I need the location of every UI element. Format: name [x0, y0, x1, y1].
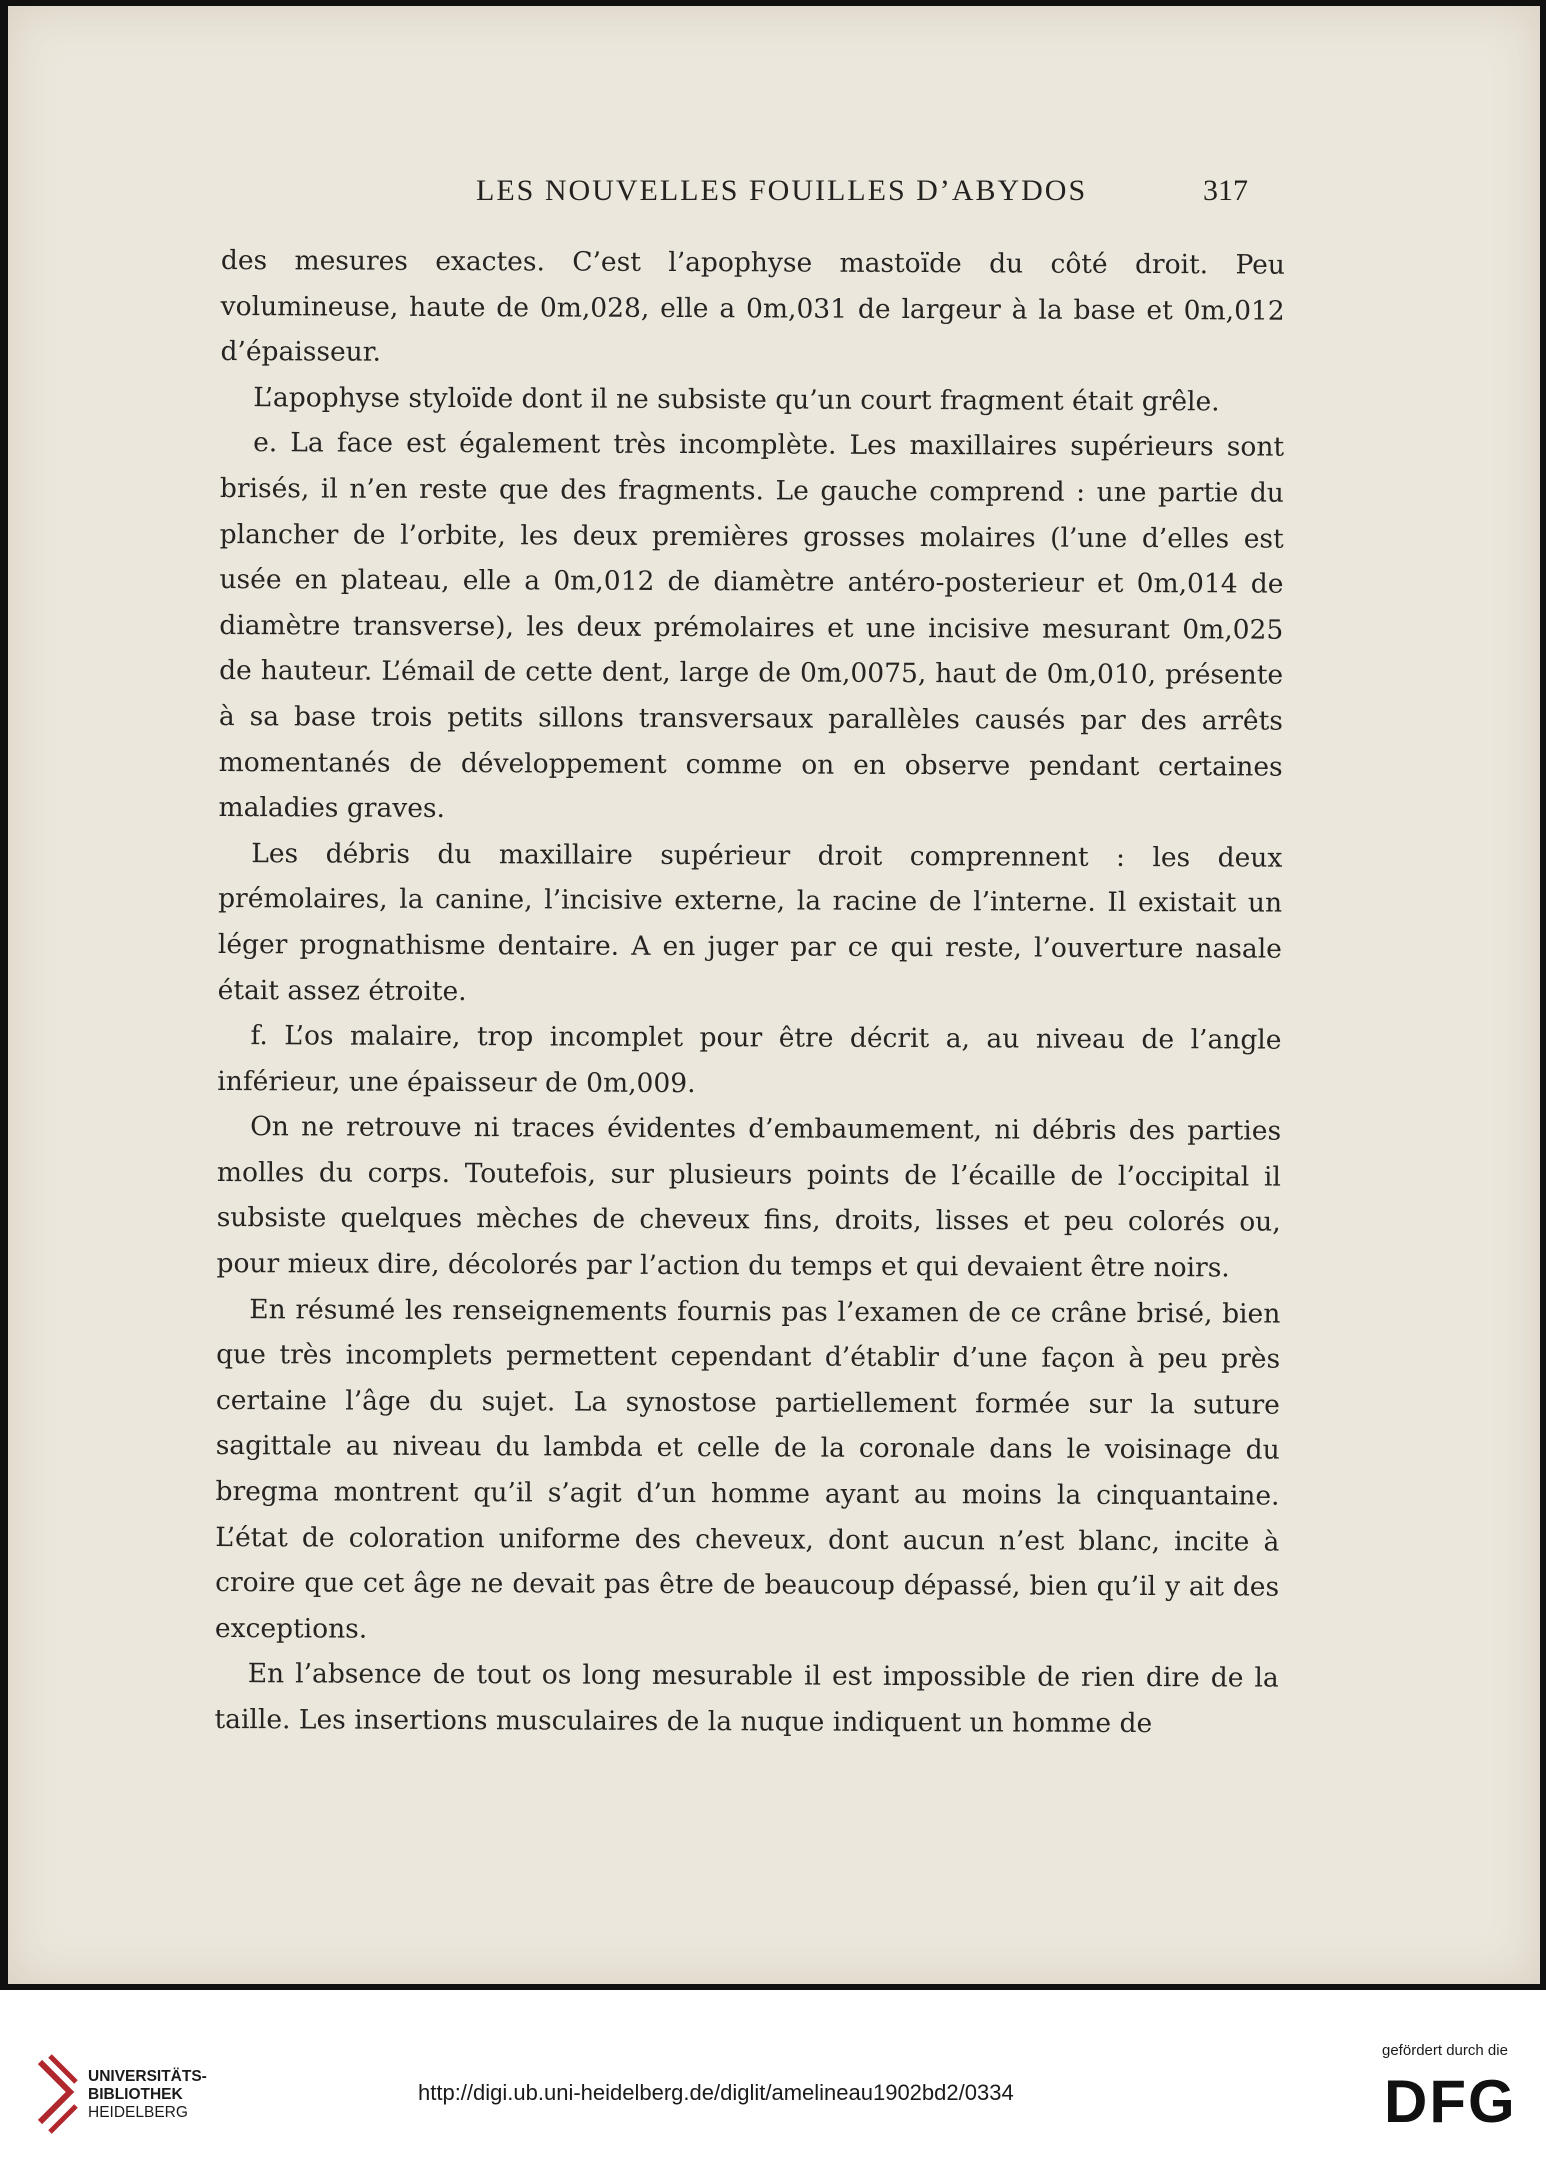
library-name-line-3: HEIDELBERG [88, 2104, 188, 2121]
dfg-logo: DFG [1384, 2068, 1517, 2135]
page-number: 317 [1203, 174, 1248, 207]
paragraph-2: L’apophyse styloïde dont il ne subsiste qu’un court fragment était grêle. [253, 381, 1220, 418]
paragraph-7: En résumé les renseignements fournis pas l’examen de ce crâne brisé, bien que très incomplets permettent cependant d’établir d’une façon à peu près certaine l’âge du sujet. La synostose partiellement formée sur la suture sagittale au niveau du lambda et celle de la coronale dans le voisinage du bregma montrent qu’il s’agit d’un homme ayant au moins la cinquantaine. L’état de coloration uniforme des cheveux, dont aucun n’est blanc, incite à croire que cet âge ne devait pas être de beaucoup dépassé, bien qu’il y ait des exceptions. [214, 1293, 1281, 1645]
page-header [8, 174, 1540, 214]
paragraph-3: e. La face est également très incomplète. Les maxillaires supérieurs sont brisés, il n’en reste que des fragments. Le gauche comprend : une partie du plancher de l’orbite, les deux premières grosses molaires (l’une d’elles est usée en plateau, elle a 0m,012 de diamètre antéro-posterieur et 0m,014 de diamètre transverse), les deux prémolaires et une incisive mesurant 0m,025 de hauteur. L’émail de cette dent, large de 0m,0075, haut de 0m,010, présente à sa base trois petits sillons transversaux parallèles causés par des arrêts momentanés de développement comme on en observe pendant certaines maladies graves. [218, 427, 1285, 825]
library-name-line-2: BIBLIOTHEK [88, 2086, 183, 2103]
paragraph-4: Les débris du maxillaire supérieur droit comprennent : les deux prémolaires, la canine, l’incisive externe, la racine de l’interne. Il existait un léger prognathisme dentaire. A en juger par ce qui reste, l’ouverture nasale était assez étroite. [217, 837, 1283, 1007]
library-name-line-1: UNIVERSITÄTS- [88, 2068, 207, 2085]
permalink-url[interactable]: http://digi.ub.uni-heidelberg.de/diglit/amelineau1902bd2/0334 [418, 2080, 1014, 2105]
funding-caption: gefördert durch die [1382, 2042, 1508, 2059]
paragraph-5: f. L’os malaire, trop incomplet pour être décrit a, au niveau de l’angle inférieur, une épaisseur de 0m,009. [217, 1020, 1282, 1099]
book-page [8, 6, 1540, 1984]
paragraph-6: On ne retrouve ni traces évidentes d’embaumement, ni débris des parties molles du corps. Toutefois, sur plusieurs points de l’écaille de l’occipital il subsiste quelques mèches de cheveux fins, droits, lisses et peu colorés ou, pour mieux dire, décolorés par l’action du temps et qui devaient être noirs. [216, 1111, 1282, 1284]
paragraph-1: des mesures exactes. C’est l’apophyse mastoïde du côté droit. Peu volumineuse, haute de 0m,028, elle a 0m,031 de largeur à la base et 0m,012 d’épaisseur. [220, 244, 1285, 368]
running-title: LES NOUVELLES FOUILLES D’ABYDOS [476, 174, 1088, 207]
library-name [88, 2068, 207, 2122]
university-library-logo-icon [36, 2052, 78, 2136]
body-text [214, 238, 1285, 1747]
digitization-footer [0, 1990, 1546, 2169]
paragraph-8: En l’absence de tout os long mesurable il est impossible de rien dire de la taille. Les insertions musculaires de la nuque indiquent un homme de [214, 1658, 1279, 1740]
